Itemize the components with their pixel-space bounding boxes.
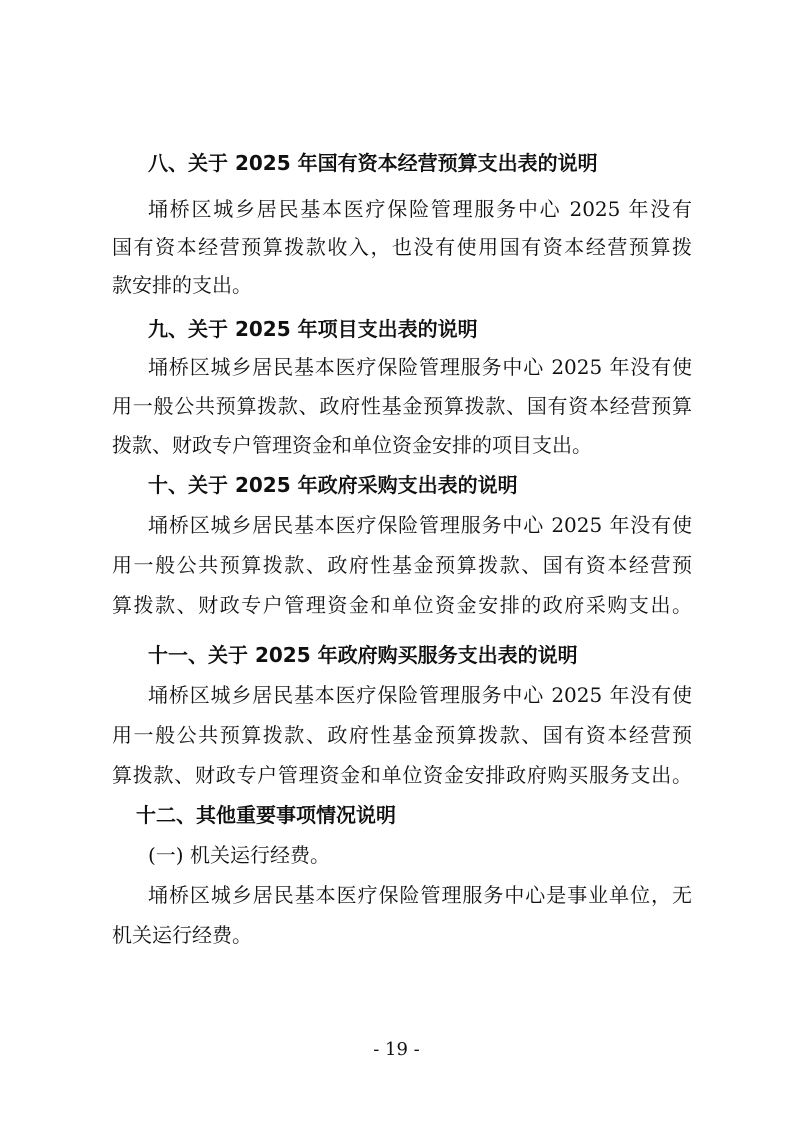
- section-8-line-1: 埇桥区城乡居民基本医疗保险管理服务中心 2025 年没有: [148, 197, 692, 221]
- section-10-line-2: 用一般公共预算拨款、政府性基金预算拨款、国有资本经营预: [112, 553, 692, 577]
- section-10-line-3: 算拨款、财政专户管理资金和单位资金安排的政府采购支出。: [112, 593, 692, 617]
- section-11-heading: 十一、关于 2025 年政府购买服务支出表的说明: [148, 643, 578, 667]
- section-9-line-2: 用一般公共预算拨款、政府性基金预算拨款、国有资本经营预算: [112, 394, 692, 418]
- section-11-line-2: 用一般公共预算拨款、政府性基金预算拨款、国有资本经营预: [112, 723, 692, 747]
- section-11-line-3: 算拨款、财政专户管理资金和单位资金安排政府购买服务支出。: [112, 763, 692, 787]
- section-8-line-3: 款安排的支出。: [112, 273, 252, 297]
- section-8-heading: 八、关于 2025 年国有资本经营预算支出表的说明: [148, 151, 598, 175]
- page-number: - 19 -: [373, 1039, 420, 1060]
- section-10-heading: 十、关于 2025 年政府采购支出表的说明: [148, 473, 518, 497]
- section-12-line-2: 机关运行经费。: [112, 923, 252, 947]
- section-12-subheading: (一) 机关运行经费。: [148, 843, 330, 867]
- section-9-line-1: 埇桥区城乡居民基本医疗保险管理服务中心 2025 年没有使: [148, 355, 692, 379]
- section-12-line-1: 埇桥区城乡居民基本医疗保险管理服务中心是事业单位，无: [148, 883, 692, 907]
- section-9-heading: 九、关于 2025 年项目支出表的说明: [148, 317, 478, 341]
- section-10-line-1: 埇桥区城乡居民基本医疗保险管理服务中心 2025 年没有使: [148, 513, 692, 537]
- section-8-line-2: 国有资本经营预算拨款收入，也没有使用国有资本经营预算拨: [112, 235, 692, 259]
- section-11-line-1: 埇桥区城乡居民基本医疗保险管理服务中心 2025 年没有使: [148, 683, 692, 707]
- section-12-heading: 十二、其他重要事项情况说明: [136, 803, 396, 827]
- section-9-line-3: 拨款、财政专户管理资金和单位资金安排的项目支出。: [112, 433, 592, 457]
